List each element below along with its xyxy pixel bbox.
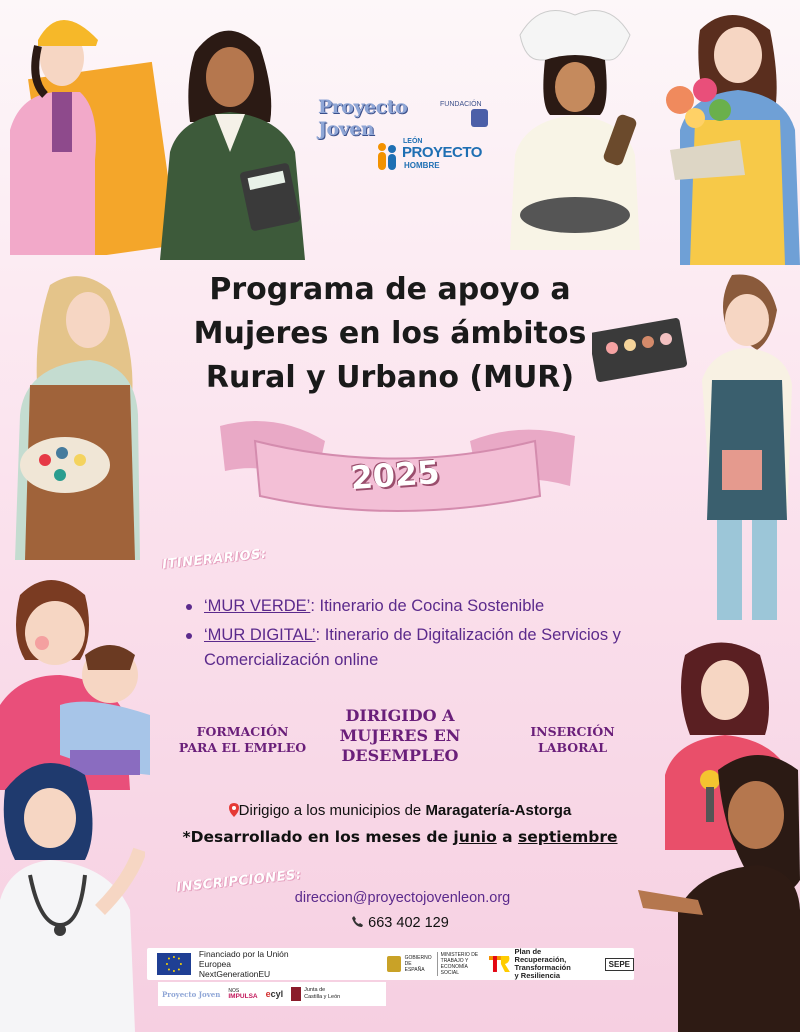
gobierno-text: GOBIERNO DE ESPAÑA — [404, 955, 432, 973]
proyecto-hombre-mark-icon — [376, 142, 398, 170]
jcyl-line-1: Junta de — [304, 987, 326, 993]
program-year: 2025 — [349, 452, 441, 498]
impulsa-text: IMPULSA — [228, 993, 258, 1000]
pointing-businesswoman-illustration — [638, 740, 800, 1032]
dates-month-1: junio — [453, 828, 497, 846]
title-line-1: Programa de apoyo a — [209, 272, 571, 307]
formacion-highlight — [170, 724, 315, 756]
proyecto-hombre-leon-text: LEÓN — [403, 138, 423, 145]
itinerario-desc: : Itinerario de Cocina Sostenible — [310, 597, 545, 615]
contact-phone[interactable] — [300, 915, 500, 931]
proyecto-joven-mark-icon — [471, 109, 488, 127]
proyecto-joven-fundacion-text: FUNDACIÓN — [440, 101, 482, 108]
dirigido-line-2: MUJERES EN — [339, 726, 461, 745]
page-title — [150, 268, 630, 400]
inscripciones-label: INSCRIPCIONES: — [175, 867, 303, 896]
gobierno-logo — [387, 952, 481, 976]
prtr-line-2: Transformación — [514, 963, 571, 972]
bullet-icon — [186, 604, 192, 610]
list-item — [186, 623, 626, 673]
jcyl-shield-icon — [291, 987, 301, 1001]
prtr-logo — [489, 948, 595, 980]
bullet-icon — [186, 633, 192, 639]
dates-text — [150, 828, 650, 846]
businesswoman-illustration — [150, 12, 315, 260]
partner-logos-bar — [158, 982, 386, 1006]
itinerario-desc: : Itinerario de Digitalización de Servicios y Comercialización online — [204, 626, 621, 669]
location-pin-icon — [229, 803, 239, 817]
itinerarios-list — [186, 594, 626, 677]
municipios-place: Maragatería-Astorga — [425, 802, 572, 819]
proyecto-hombre-proyecto-text: PROYECTO — [402, 144, 482, 161]
list-item — [186, 594, 626, 619]
eu-funding-text — [199, 949, 323, 979]
chef-illustration — [500, 5, 650, 250]
itinerarios-label: ITINERARIOS: — [161, 546, 268, 573]
formacion-line-2: PARA EL EMPLEO — [178, 740, 307, 755]
painter-illustration — [0, 265, 140, 560]
prtr-mark-icon — [489, 954, 511, 974]
proyecto-joven-mini-logo: Proyecto Joven — [162, 989, 221, 999]
dates-month-2: septiembre — [518, 828, 618, 846]
jcyl-line-2: Castilla y León — [304, 994, 341, 1000]
eu-flag-icon — [157, 953, 191, 975]
contact-email[interactable]: direccion@proyectojovenleon.org — [294, 890, 511, 906]
architect-woman-illustration — [0, 0, 175, 255]
insercion-highlight — [515, 724, 630, 756]
proyecto-hombre-logo — [376, 138, 486, 172]
ministerio-text: MINISTERIO DE TRABAJO Y ECONOMÍA SOCIAL — [437, 952, 481, 976]
municipios-prefix: Dirigigo a los municipios de — [238, 802, 426, 819]
proyecto-joven-logo-text: Proyecto Joven — [318, 96, 408, 140]
proyecto-joven-logo — [318, 96, 488, 140]
prtr-line-3: y Resiliencia — [514, 971, 560, 980]
spain-shield-icon — [387, 956, 401, 972]
dates-middle: a — [496, 828, 519, 846]
insercion-line-2: LABORAL — [537, 740, 608, 755]
eu-line-2: NextGenerationEU — [198, 969, 271, 979]
prtr-line-1: Plan de Recuperación, — [514, 947, 567, 964]
dates-prefix: *Desarrollado en los meses de — [182, 828, 454, 846]
impulsa-small-text: NOS — [228, 988, 240, 994]
proyecto-hombre-hombre-text: HOMBRE — [404, 161, 440, 170]
itinerario-name: ‘MUR VERDE’ — [204, 597, 311, 615]
itinerario-name: ‘MUR DIGITAL’ — [204, 626, 316, 644]
insercion-line-1: INSERCIÓN — [530, 724, 615, 739]
eu-line-1: Financiado por la Unión Europea — [198, 949, 289, 969]
title-line-3: Rural y Urbano (MUR) — [205, 360, 575, 395]
jcyl-logo — [291, 987, 340, 1001]
funding-logos-bar — [147, 948, 634, 980]
dirigido-line-1: DIRIGIDO A — [345, 706, 455, 725]
phone-number: 663 402 129 — [368, 915, 449, 931]
title-line-2: Mujeres en los ámbitos — [193, 316, 587, 351]
sepe-logo: SEPE — [605, 958, 634, 971]
phone-icon — [351, 915, 364, 928]
florist-illustration — [650, 0, 800, 265]
impulsa-logo — [228, 988, 257, 1000]
ecyl-mark-icon: e — [265, 989, 271, 999]
dirigido-highlight — [330, 706, 470, 766]
doctor-illustration — [0, 750, 145, 1032]
dirigido-line-3: DESEMPLEO — [341, 746, 459, 765]
ecyl-logo — [266, 989, 284, 999]
formacion-line-1: FORMACIÓN — [196, 724, 289, 739]
municipios-text — [150, 801, 650, 819]
ecyl-text: cyl — [270, 989, 284, 999]
